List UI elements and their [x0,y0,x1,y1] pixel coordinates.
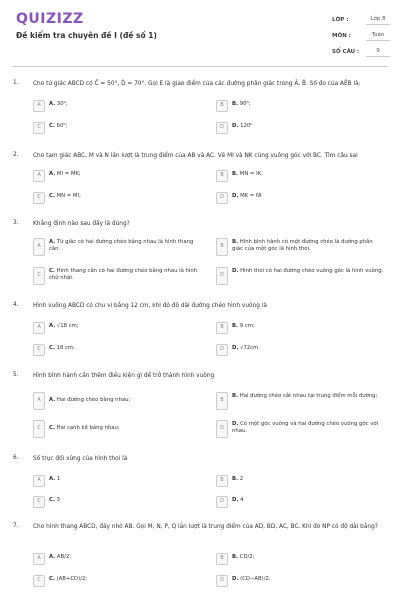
option-key: A [33,238,45,256]
option-text: Hình thoi có hai đường chéo vuông góc là hình vuông. [240,268,384,274]
option-letter: D. [232,497,239,503]
option-text: Hình thang cân có hai đường chéo bằng nhau là hình chữ nhật. [49,268,198,281]
option-c[interactable] [33,192,203,205]
option-letter: D. [232,268,239,274]
header-divider [12,66,388,67]
question-number: 1. [13,80,19,86]
option-c[interactable] [33,122,203,135]
option-a[interactable] [33,238,203,256]
option-key: B [216,553,228,565]
quizizz-logo: QUIZIZZ [16,11,84,27]
option-letter: D. [232,123,239,129]
question-number: 6. [13,455,19,461]
option-text: CD/2; [239,554,255,560]
question-text: Số trục đối xứng của hình thoi là [33,456,128,462]
option-text: 4 [240,497,244,503]
option-key: D [216,192,228,204]
option-text: 120⁰ [240,123,253,129]
option-key: B [216,392,228,410]
option-letter: C. [49,193,55,199]
info-row-subject [332,30,392,41]
question-text: Cho hình thang ABCD, đáy nhỏ AB. Gọi M, N, P, Q lần lượt là trung điểm của AD, BD, AC, BC. Khi đó NP có độ dài bằng? [33,524,378,530]
question-number: 3. [13,220,19,226]
option-text: √72cm. [240,345,260,351]
option-letter: A. [49,397,56,403]
option-text: MK = NI [240,193,262,199]
option-letter: B. [232,323,239,329]
option-text: 18 cm; [56,345,75,351]
option-c[interactable] [33,575,203,588]
option-letter: B. [232,554,239,560]
info-row-class [332,14,392,25]
option-key: C [33,122,45,134]
option-letter: D. [232,421,239,427]
option-key: D [216,496,228,508]
option-c[interactable] [33,496,203,509]
option-key: C [33,420,45,438]
question-number: 7. [13,523,19,529]
option-letter: D. [232,576,239,582]
option-d[interactable] [216,122,386,135]
option-d[interactable] [216,575,386,588]
option-key: A [33,100,45,112]
option-d[interactable] [216,496,386,509]
option-key: B [216,475,228,487]
option-key: A [33,170,45,182]
option-b[interactable] [216,170,386,183]
option-d[interactable] [216,344,386,357]
option-letter: C. [49,345,55,351]
option-text: (CD−AB)/2. [240,576,271,582]
option-text: 90⁰; [239,101,251,107]
option-text: 1 [56,476,61,482]
option-a[interactable] [33,322,203,335]
option-letter: A. [49,476,56,482]
option-a[interactable] [33,475,203,488]
option-text: Hai đường chéo cắt nhau tại trung điểm mỗi đường; [239,393,378,399]
option-letter: A. [49,239,56,245]
info-value: Lớp 8 [366,14,390,25]
option-text: Hình bình hành có một đường chéo là đường phân giác của một góc là hình thoi. [232,239,373,252]
option-letter: B. [232,239,239,245]
option-a[interactable] [33,553,203,566]
question-text: Cho tam giác ABC, M và N lần lượt là trung điểm của AB và AC. Vẽ MI và NK cùng vuông góc với BC. Tìm câu sai [33,153,358,159]
option-text: MN = MI; [56,193,81,199]
option-a[interactable] [33,170,203,183]
option-key: C [33,192,45,204]
option-d[interactable] [216,420,386,438]
info-label: SỐ CÂU : [332,49,360,55]
option-letter: C. [49,268,55,274]
option-key: B [216,238,228,256]
option-key: D [216,267,228,285]
option-c[interactable] [33,344,203,357]
option-b[interactable] [216,238,386,256]
option-key: B [216,170,228,182]
option-d[interactable] [216,267,386,285]
option-text: 60⁰; [56,123,68,129]
option-b[interactable] [216,392,386,410]
option-key: C [33,575,45,587]
option-key: A [33,553,45,565]
question-number: 5. [13,372,19,378]
option-text: AB/2; [56,554,72,560]
question-number: 4. [13,302,19,308]
option-key: D [216,344,228,356]
question-text: Cho tứ giác ABCD có Ĉ = 50°, D̂ = 70°. Gọi E là giao điểm của các đường phân giác trong Â, B̂. Số đo của AÊB là: [33,81,361,87]
option-text: MN = IK; [239,171,263,177]
option-letter: B. [232,101,239,107]
option-key: A [33,475,45,487]
option-text: (AB+CD)/2; [56,576,88,582]
option-key: D [216,575,228,587]
option-key: C [33,267,45,285]
document-header [0,0,400,72]
info-value: Toán [366,30,390,41]
option-text: 9 cm; [239,323,255,329]
option-key: B [216,100,228,112]
option-letter: D. [232,345,239,351]
option-letter: C. [49,497,55,503]
option-letter: D. [232,193,239,199]
question-number: 2. [13,152,19,158]
question-text: Hình bình hành cần thêm điều kiện gì để trở thành hình vuông [33,373,215,379]
option-key: A [33,392,45,410]
option-text: 2 [239,476,244,482]
option-b[interactable] [216,100,386,113]
info-label: MÔN : [332,33,351,39]
option-key: C [33,496,45,508]
option-letter: C. [49,576,55,582]
option-key: B [216,322,228,334]
document-title: Đề kiểm tra chuyên đề I (đề số 1) [16,31,157,40]
option-a[interactable] [33,392,203,410]
info-row-count [332,46,392,57]
option-text: 30⁰; [56,101,68,107]
option-b[interactable] [216,553,386,566]
option-letter: C. [49,425,55,431]
question-text: Hình vuông ABCD có chu vi bằng 12 cm, khi đó độ dài đường chéo hình vuông là [33,303,267,309]
option-letter: C. [49,123,55,129]
option-text: MI = MK; [56,171,81,177]
info-value: 9 [366,46,390,57]
option-letter: A. [49,554,56,560]
option-b[interactable] [216,322,386,335]
option-letter: B. [232,393,239,399]
option-b[interactable] [216,475,386,488]
option-letter: A. [49,101,56,107]
option-c[interactable] [33,267,203,285]
option-a[interactable] [33,100,203,113]
question-text: Khẳng định nào sau đây là đúng? [33,221,130,227]
option-letter: A. [49,323,56,329]
option-letter: B. [232,476,239,482]
option-letter: A. [49,171,56,177]
option-key: D [216,122,228,134]
option-key: D [216,420,228,438]
option-text: √18 cm; [56,323,79,329]
option-text: Hai đường chéo bằng nhau; [56,397,131,403]
info-label: LỚP : [332,17,349,23]
option-c[interactable] [33,420,203,438]
option-key: C [33,344,45,356]
option-letter: B. [232,171,239,177]
option-key: A [33,322,45,334]
option-text: 3 [56,497,60,503]
option-text: Tứ giác có hai đường chéo bằng nhau là hình thang cân. [49,239,194,252]
option-d[interactable] [216,192,386,205]
option-text: Có một góc vuông và hai đường chéo vuông góc với nhau. [232,421,379,434]
option-text: Hai cạnh kề bằng nhau; [56,425,120,431]
